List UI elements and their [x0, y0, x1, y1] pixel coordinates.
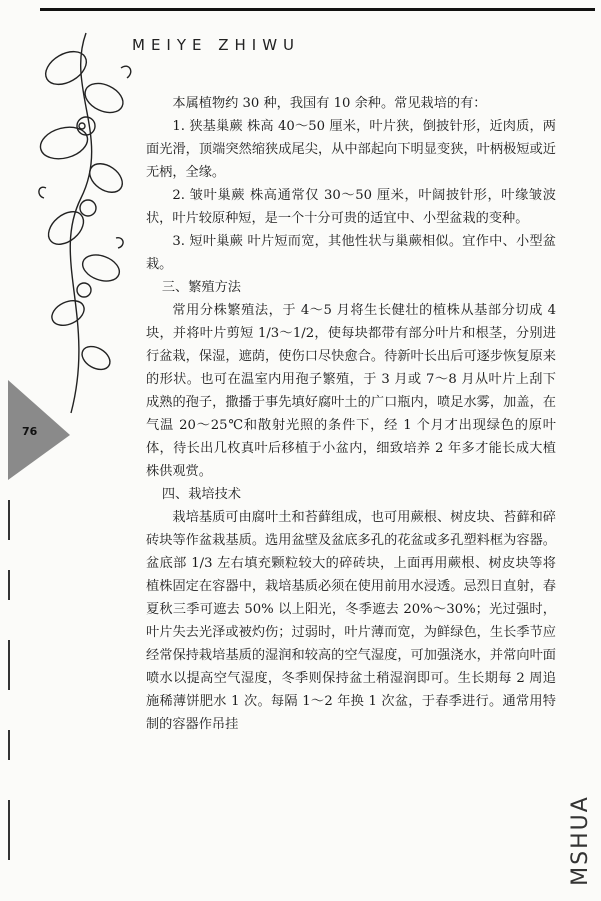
watermark	[562, 780, 598, 900]
paragraph-species-1: 1. 狭基巢蕨 株高 40～50 厘米，叶片狭，倒披针形，近肉质，两面光滑，顶端突然缩狭成尾尖，从中部起向下明显变狭，叶柄极短或近无柄，全缘。	[146, 119, 556, 180]
paragraph-cultivation: 栽培基质可由腐叶土和苔藓组成，也可用蕨根、树皮块、苔藓和碎砖块等作盆栽基质。选用盆壁及盆底多孔的花盆或多孔塑料框为容器。盆底部 1/3 左右填充颗粒较大的碎砖块，上面再用蕨根、树皮块等将植株固定在容器中，栽培基质必须在使用前用水浸透。忌烈日直射，春夏秋三季可遮去 50% 以上阳光，冬季遮去 20%～30%；光过强时，叶片失去光泽或被灼伤；过弱时，叶片薄而宽，为鲜绿色，生长季节应经常保持栽培基质的湿润和较高的空气湿度，可加强浇水，并常向叶面喷水以提高空气湿度，冬季则保持盆土稍湿润即可。生长期每 2 周追施稀薄饼肥水 1 次。每隔 1～2 年换 1 次盆，于春季进行。通常用特制的容器作吊挂	[146, 510, 556, 732]
binding-marks	[8, 500, 12, 880]
paragraph-intro: 本属植物约 30 种，我国有 10 余种。常见栽培的有：	[172, 96, 487, 111]
body-text	[146, 92, 556, 736]
page-number-badge	[8, 380, 88, 480]
section-heading-propagation: 三、繁殖方法	[161, 280, 241, 295]
paragraph-species-2: 2. 皱叶巢蕨 株高通常仅 30～50 厘米，叶阔披针形，叶缘皱波状，叶片较原种短，是一个十分可贵的适宜中、小型盆栽的变种。	[146, 188, 556, 226]
paragraph-species-3: 3. 短叶巢蕨 叶片短而宽，其他性状与巢蕨相似。宜作中、小型盆栽。	[146, 234, 556, 272]
floral-vine-illustration	[26, 28, 146, 418]
paragraph-propagation: 常用分株繁殖法，于 4～5 月将生长健壮的植株从基部分切成 4 块，并将叶片剪短 1/3～1/2，使每块都带有部分叶片和根茎，分别进行盆栽，保湿，遮荫，使伤口尽快愈合。待新叶长出后可逐步恢复原来的形状。也可在温室内用孢子繁殖，于 3 月或 7～8 月从叶片上刮下成熟的孢子，撒播于事先填好腐叶土的广口瓶内，喷足水雾，加盖，在气温 20～25℃和散射光照的条件下，经 1 个月才出现绿色的原叶体，待长出几枚真叶后移植于小盆内，细致培养 2 年多才能长成大植株供观赏。	[146, 303, 556, 479]
section-heading-cultivation: 四、栽培技术	[161, 487, 241, 502]
running-header: MEIYE ZHIWU	[132, 36, 301, 54]
page-number: 76	[22, 425, 38, 438]
top-rule	[40, 8, 595, 11]
watermark-text: MSHUA	[567, 794, 593, 886]
